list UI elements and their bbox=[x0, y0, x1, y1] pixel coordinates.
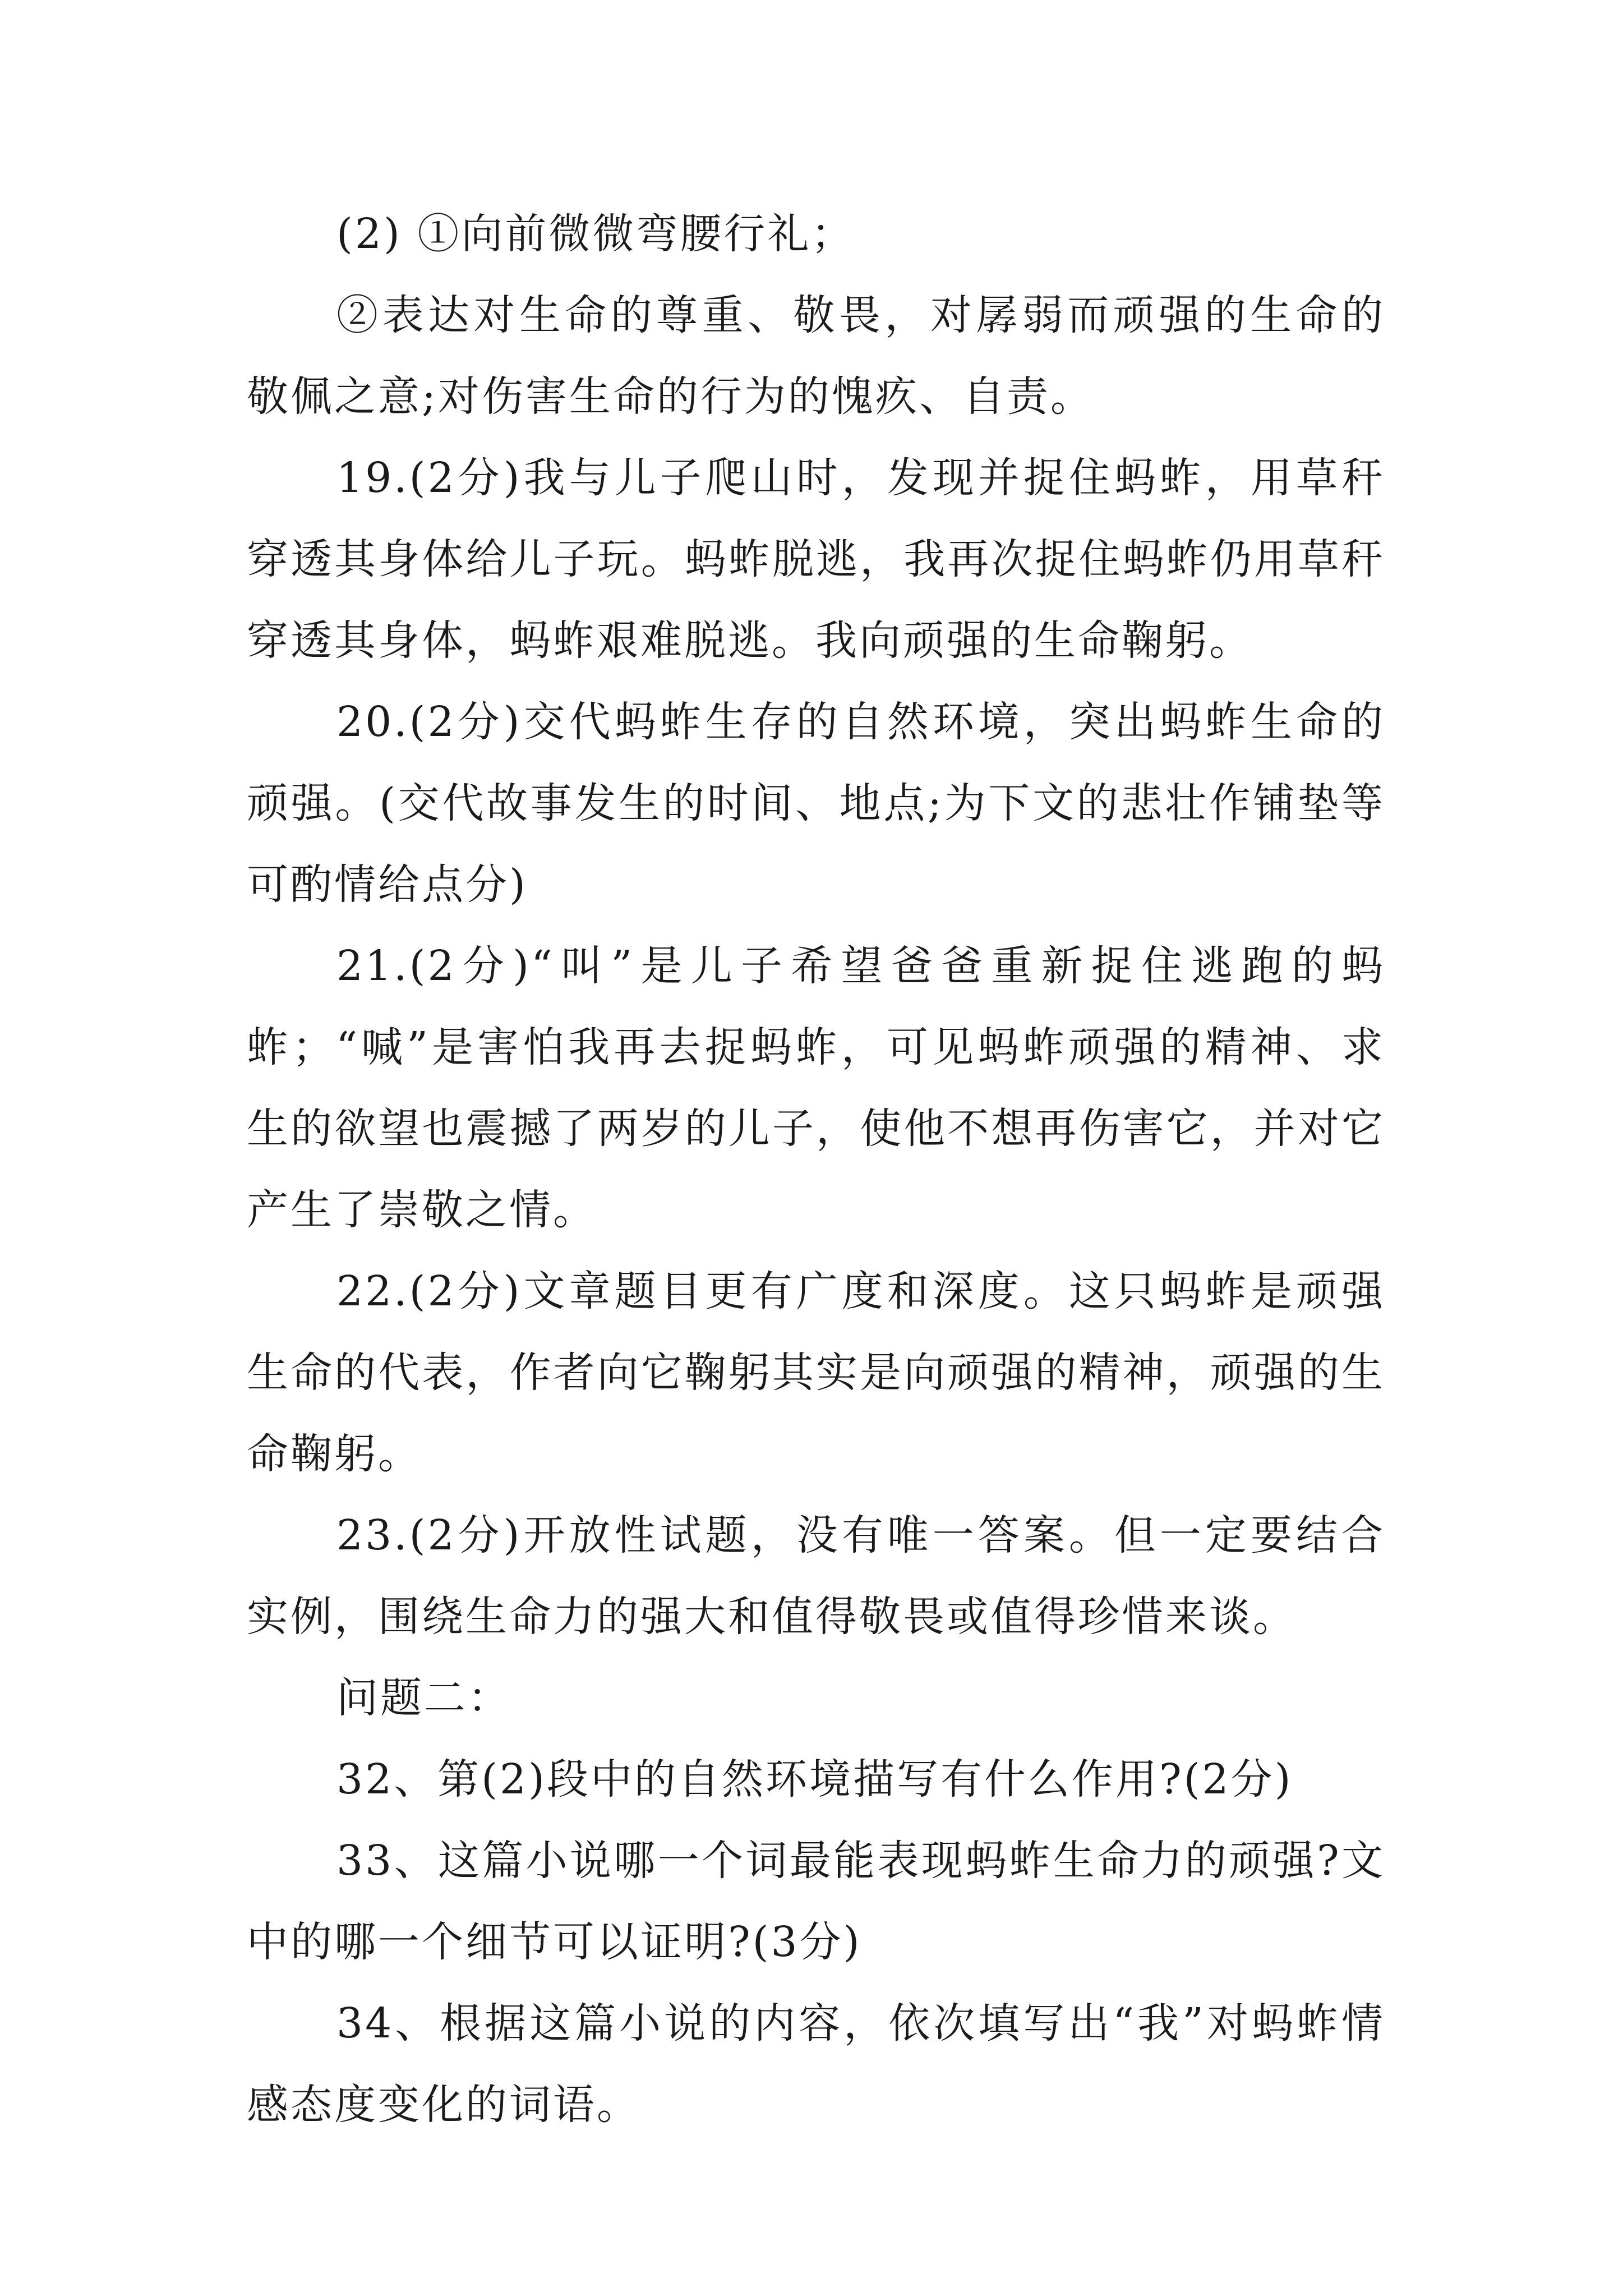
answer-19: 19.(2分)我与儿子爬山时，发现并捉住蚂蚱，用草秆穿透其身体给儿子玩。蚂蚱脱逃，我再次捉住蚂蚱仍用草秆穿透其身体，蚂蚱艰难脱逃。我向顽强的生命鞠躬。 bbox=[247, 454, 1385, 665]
answer-23: 23.(2分)开放性试题，没有唯一答案。但一定要结合实例，围绕生命力的强大和值得敬畏或值得珍惜来谈。 bbox=[247, 1511, 1385, 1641]
answer-paragraph-2-1: (2) ①向前微微弯腰行礼； bbox=[336, 210, 855, 258]
section-heading-question-two: 问题二： bbox=[336, 1674, 511, 1722]
question-33: 33、这篇小说哪一个词最能表现蚂蚱生命力的顽强?文中的哪一个细节可以证明?(3分) bbox=[247, 1837, 1385, 1966]
answer-20: 20.(2分)交代蚂蚱生存的自然环境，突出蚂蚱生命的顽强。(交代故事发生的时间、地点;为下文的悲壮作铺垫等可酌情给点分) bbox=[247, 698, 1385, 909]
document-body bbox=[247, 194, 1385, 2146]
answer-paragraph-2-2: ②表达对生命的尊重、敬畏，对孱弱而顽强的生命的敬佩之意;对伤害生命的行为的愧疚、自责。 bbox=[247, 291, 1385, 421]
question-34: 34、根据这篇小说的内容，依次填写出“我”对蚂蚱情感态度变化的词语。 bbox=[247, 1999, 1385, 2129]
answer-22: 22.(2分)文章题目更有广度和深度。这只蚂蚱是顽强生命的代表，作者向它鞠躬其实是向顽强的精神，顽强的生命鞠躬。 bbox=[247, 1267, 1385, 1478]
question-32: 32、第(2)段中的自然环境描写有什么作用?(2分) bbox=[336, 1755, 1293, 1803]
answer-21: 21.(2分)“叫”是儿子希望爸爸重新捉住逃跑的蚂蚱；“喊”是害怕我再去捉蚂蚱，可见蚂蚱顽强的精神、求生的欲望也震撼了两岁的儿子，使他不想再伤害它，并对它产生了崇敬之情。 bbox=[247, 942, 1385, 1234]
